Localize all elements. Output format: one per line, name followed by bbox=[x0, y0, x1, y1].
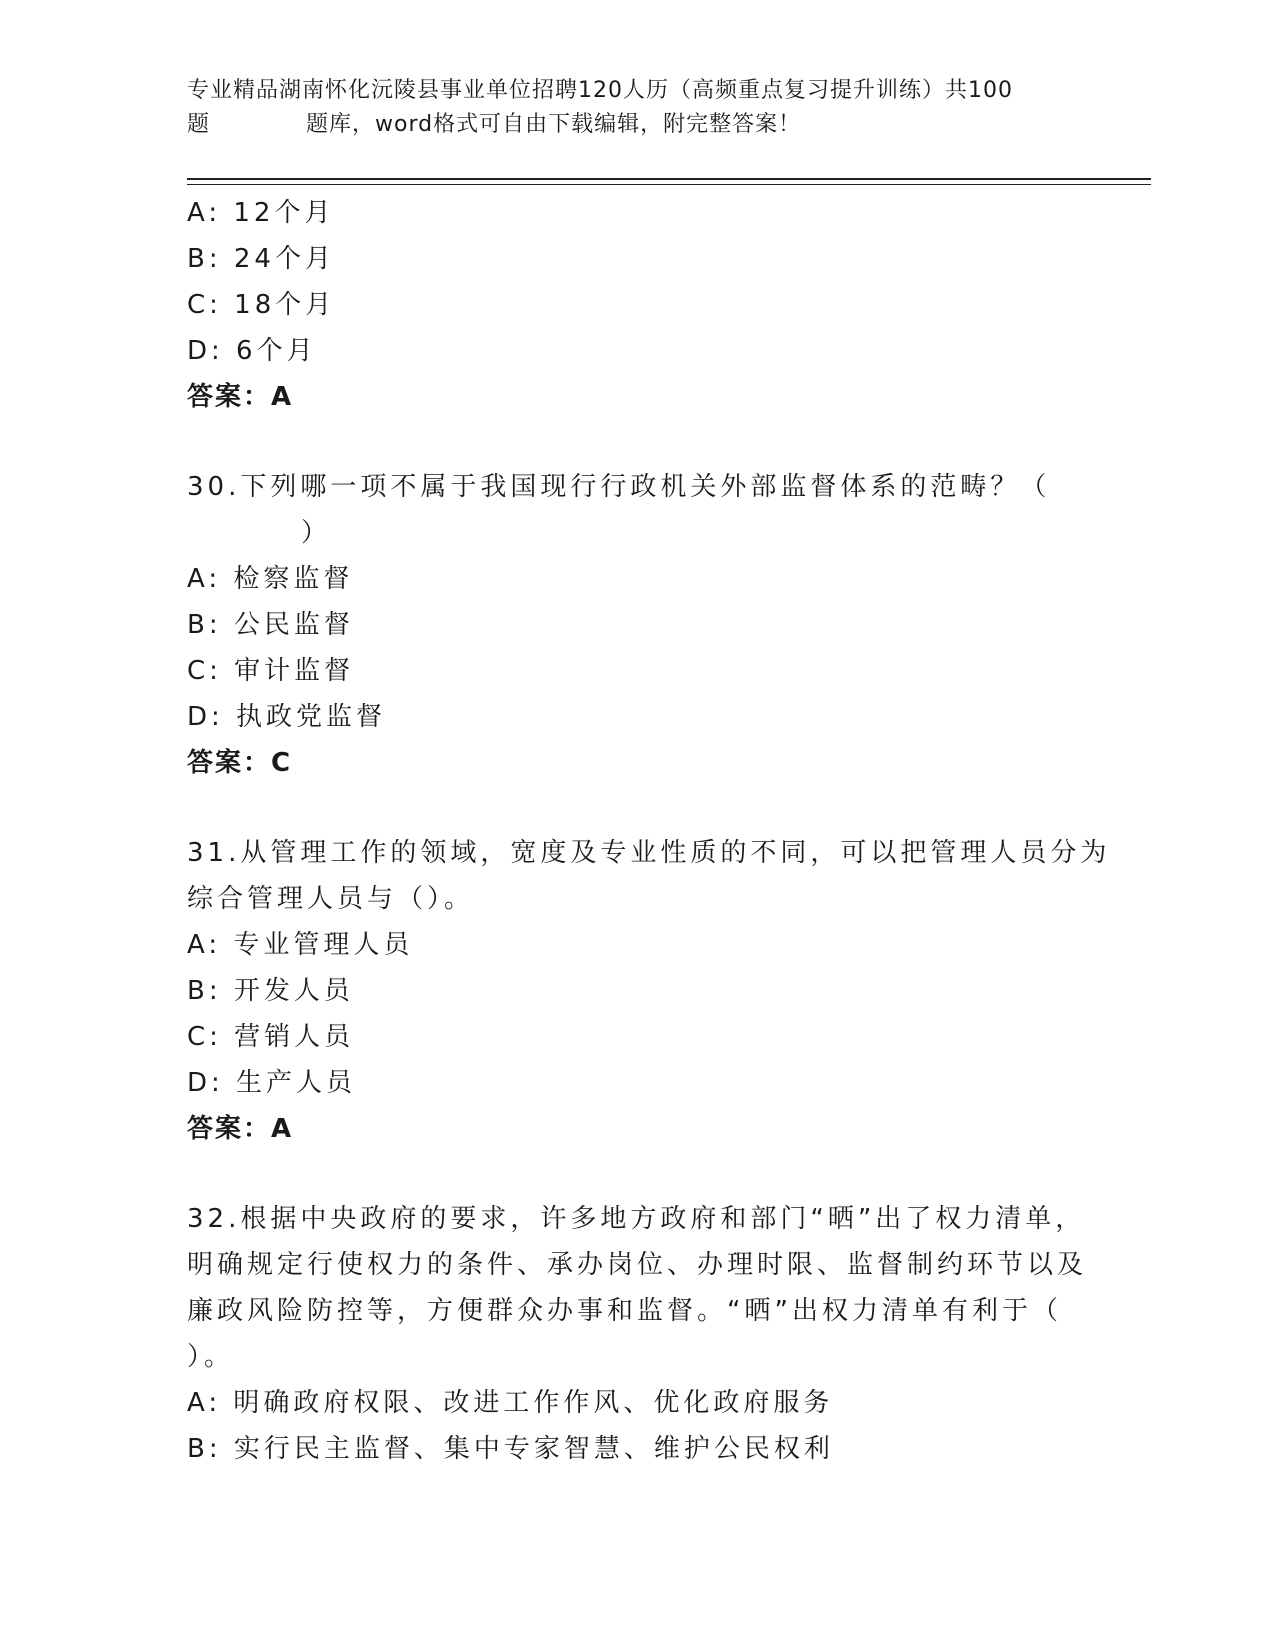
question-text-cont: ）。 bbox=[187, 1342, 235, 1372]
answer: 答案：A bbox=[187, 382, 294, 412]
question-text: 30.下列哪一项不属于我国现行行政机关外部监督体系的范畴？（ bbox=[187, 472, 1051, 502]
question-30 bbox=[187, 464, 1087, 786]
option-a: A: 专业管理人员 bbox=[187, 930, 414, 960]
question-text-cont: 廉政风险防控等，方便群众办事和监督。“晒”出权力清单有利于（ bbox=[187, 1296, 1062, 1326]
option-c: C: 审计监督 bbox=[187, 656, 355, 686]
page-header bbox=[187, 74, 1087, 142]
question-text-cont: 明确规定行使权力的条件、承办岗位、办理时限、监督制约环节以及 bbox=[187, 1250, 1088, 1280]
question-text-cont: 综合管理人员与（）。 bbox=[187, 884, 475, 914]
option-b: B: 开发人员 bbox=[187, 976, 354, 1006]
document-body bbox=[187, 190, 1111, 1472]
option-a: A: 明确政府权限、改进工作作风、优化政府服务 bbox=[187, 1388, 834, 1418]
question-text: 31.从管理工作的领域，宽度及专业性质的不同，可以把管理人员分为 bbox=[187, 838, 1111, 868]
header-divider-thin bbox=[187, 184, 1151, 185]
header-title-line1: 专业精品湖南怀化沅陵县事业单位招聘120人历（高频重点复习提升训练）共100 bbox=[187, 78, 1013, 103]
question-32 bbox=[187, 1196, 1087, 1472]
header-divider-thick bbox=[187, 178, 1151, 180]
header-title-line2 bbox=[187, 108, 1087, 142]
header-title-line2-start: 题 bbox=[187, 112, 211, 137]
question-31 bbox=[187, 830, 1111, 1152]
question-29 bbox=[187, 190, 1087, 420]
option-b: B: 公民监督 bbox=[187, 610, 354, 640]
option-d: D: 生产人员 bbox=[187, 1068, 357, 1098]
option-c: C: 18个月 bbox=[187, 290, 336, 320]
option-b: B: 24个月 bbox=[187, 244, 335, 274]
question-text: 32.根据中央政府的要求，许多地方政府和部门“晒”出了权力清单， bbox=[187, 1204, 1086, 1234]
header-title-line2-rest: 题库，word格式可自由下载编辑，附完整答案！ bbox=[306, 112, 802, 137]
option-d: D: 执政党监督 bbox=[187, 702, 387, 732]
option-c: C: 营销人员 bbox=[187, 1022, 355, 1052]
answer: 答案：A bbox=[187, 1114, 294, 1144]
option-a: A: 12个月 bbox=[187, 198, 335, 228]
question-text-cont: ） bbox=[301, 518, 332, 548]
option-d: D: 6个月 bbox=[187, 336, 317, 366]
answer: 答案：C bbox=[187, 748, 293, 778]
option-a: A: 检察监督 bbox=[187, 564, 354, 594]
option-b: B: 实行民主监督、集中专家智慧、维护公民权利 bbox=[187, 1434, 834, 1464]
